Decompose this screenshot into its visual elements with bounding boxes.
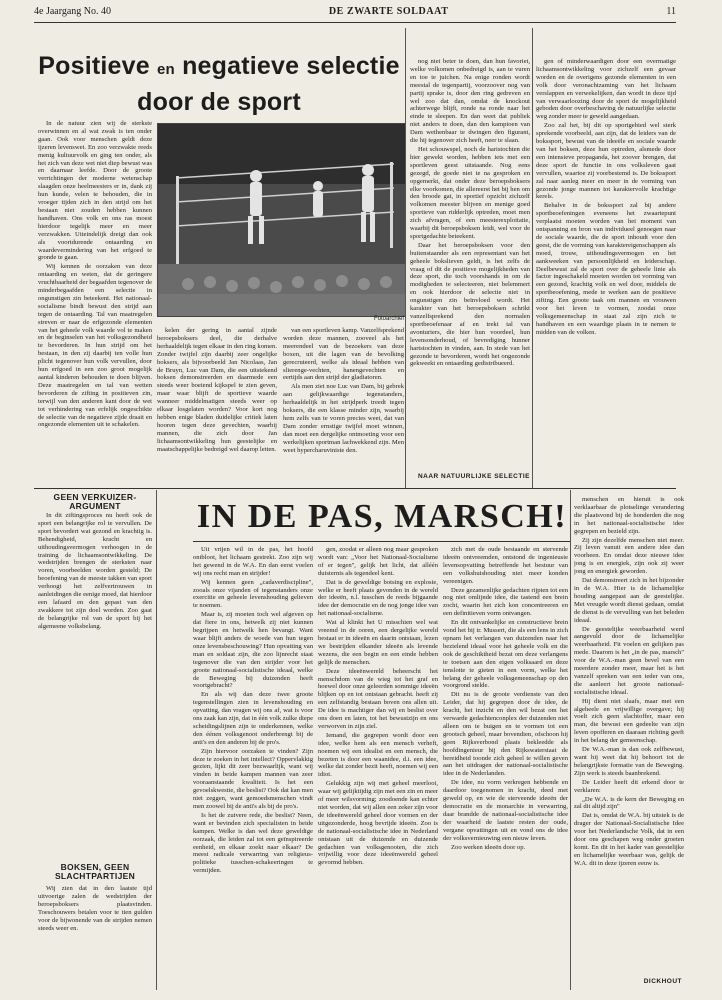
paragraph: „De W.A. is de kern der Beweging en zal dit altijd zijn" bbox=[574, 795, 684, 811]
column-divider bbox=[156, 490, 157, 990]
section-rule bbox=[34, 488, 676, 489]
paragraph: Zoo zal het, bij dit op sportgebied wel sterk sprekende voorbeeld, aan zijn, dat de leiders van de bokssport, bewust van de ideeële en sociale waarde van het boksen, deze hun optreden, alsmede door een intensieve propaganda, het zoover brengen, dat deze sport de functie in ons volksleven gaat vervullen, waartoe zij voorbestemd is. De bokssport zal naar aanleg meer en meer in de vorming van gezonde jonge mannen tot karaktervolle krachtige kerels. bbox=[536, 122, 676, 201]
paragraph: Deze gezamenlijke gedachten rijpten tot een nog niet omlijnde idee, die tastend een brein zocht, waarin het zich kon concentreeren en een definitieven vorm ontvangen. bbox=[443, 586, 568, 618]
header-rule bbox=[34, 22, 676, 23]
article2-column-4 bbox=[443, 546, 568, 986]
article1-headline: Positieve en negatieve selectie door de sport bbox=[38, 52, 400, 116]
article1-column-5 bbox=[536, 58, 676, 485]
paragraph: Gelukkig zijn wij met geheel meerlooi, waar wij gelijktijdig zijn met een zin en meer of meer wilsvorming; zoodoende kan echter niet worden, dat wij allen een zeker zijn voor de ideeënwereld geheel door vormen en der uitgezonderde, hoog bevrijde ideeën. Zoo is de nationaal-socialistische idee in Nederland ontstaan uit de duizende en duizende gedachten van volksgenooten, die zich vrijwillig voor deze ideeënwereld geheel gevormd hebben. bbox=[318, 780, 438, 867]
article2-author: DICKHOUT bbox=[643, 978, 682, 985]
paragraph: Wat al klinkt het U misschien wel wat vreemd in de ooren, een dergelijke wereld bestaat er in ideeën en daarin ontstaan, lezen we bestrijden elkander ideeën als levende wezens, die een begin en een einde hebben gelijk de menschen. bbox=[318, 619, 438, 666]
paragraph: Dat is de geweldige botsing en explosie, welke er heeft plaats gevonden in de wereld der ideeën, n.l. tusschen de reeds bijgaande idee der democratie en de nog jonge idee van het nationaal-socialisme. bbox=[318, 578, 438, 618]
paragraph: Zijn hiervoor oorzaken te vinden? Zijn deze te zoeken in het intellect? Oppervlakkig gezien, lijkt dit zeer bezwaarlijk, want wij vinden in beide kampen mannen van zeer vooraanstaande kwaliteit. Is het een gevoelskwestie, die beslist? Ook dat kan men niet zeggen, want gemoedsmenschen vindt men zoowel bij de anti's als bij de pro's. bbox=[193, 747, 313, 810]
article1-byline: NAAR NATUURLIJKE SELECTIE bbox=[417, 473, 530, 480]
boxing-photo bbox=[157, 123, 406, 317]
paragraph: Uit vrijen wil in de pas, het hoofd ontbloot, het lichaam gestrekt. Zoo zijn wij het gewend in de W.A. En dan eerst voelen wij ons recht man en strijder! bbox=[193, 546, 313, 577]
column-divider bbox=[570, 490, 571, 990]
article1-column-3 bbox=[283, 327, 404, 485]
column-divider bbox=[532, 28, 533, 488]
paragraph: En als wij dan deze twee groote tegenstellingen zien in levenshouding en opvatting, dan vragen wij ons af, wat is voor ons zaak kan zijn, dat in één volk zulke diepe scheidingslijnen zijn te onderkennen, welke den éénen volksgenoot onderbrengt bij de anti's en den anderen bij de pro's. bbox=[193, 691, 313, 746]
paragraph: Deze ideeënwereld beheerscht het menschdom van de wieg tot het graf en hoewel door onze geleerden sommige ideeën blijken op en tot ontstaan gebracht. heeft zij een zelfstandig bestaan boven ons allen uit. De idee is machtiger dan wij en beslist over ons doen en laten, tot het bewustzijn en ons verworven in zijn ziel. bbox=[318, 667, 438, 730]
column-subheading: BOKSEN, GEEN SLACHTPARTIJEN bbox=[54, 862, 136, 881]
paragraph: Als men ziet noe Luc van Dam, bij gebrek aan gelijkwaardige tegenstanders, herhaaldelijk in het strijdperk treedt tegen boksers, die een klasse minder zijn, waarbij hem zelfs van te voren precies weet, dat van Dam zonder ernstige twijfel moet winnen, dan moet een dergelijke ontmoeting voor een werkelijken sportman lachwekkend zijn. Men weet hypercharuviniste den. bbox=[283, 383, 404, 454]
paragraph: De idee, nu vorm verkregen hebbende en daardoor toegenomen in kracht, deed met geweld op, en wie de sterveende ideeën der democratie en de monarchie in verwarring, daar brandde de nationaal-socialistische idee der waarheid de laatste resten der oude, vergane opvattingen uit en vond ons de idee der volksvernieuwing een nieuw leven. bbox=[443, 779, 568, 842]
article2-column-5 bbox=[574, 496, 684, 971]
paragraph: Dit nu is de groote verdienste van den Leider, dat hij gegrepen door de idee, de kracht, het inzicht en den wil bezat om het verwarde gedachtenconplex der duizenden niet alleen om te buigen en te vormen tot een grootsch geheel, maar bovendien, ofschoon hij geen Rijksverbond plaats bekleedde als hoofdingenieur bij den Rijkswaterstaat de bereidheid toonde zich geheel te willen geven aan het uitdragen der nationaal-socialistische idee in de Nederlanden. bbox=[443, 691, 568, 778]
paragraph: En dit ontvankelijke en constructieve brein vond het bij ir. Mussert, die als een lens in zich opnam het verlangen van duizenden naar het bezielend ideaal voor het geheele volk en die ook de geschiktheid bezat om deze verlangens te toetsen aan den eigen volksaard en deze tenslotte te gieten in een vorm, welke het belang der geheele volksgemeenschap op den voorgrond stelde. bbox=[443, 619, 568, 690]
paragraph: menschen en hieruit is ook verklaarbaar de plotselinge verandering die plaatsvond bij de honderden die nog in het nationaal-socialistische idee gegrepen en bezield zijn. bbox=[574, 496, 684, 535]
paragraph: gen, zoodat er alleen nog maar gesproken wordt van: „Voor het Nationaal-Socialisme of er tegen", gelijk het licht, dat alléén duisternis als tegendeel kent. bbox=[318, 546, 438, 577]
article2-headline: IN DE PAS, MARSCH! bbox=[196, 498, 568, 535]
side-subheading: GEEN VERKUIZER-ARGUMENT bbox=[53, 492, 137, 511]
paragraph: zich met de oude bestaande en stervende ideeën ontvreemden, ontstond de ingenieusie levensopvatting betreffende het bestuur van een volkshuishouding niet meer konden vereenigen. bbox=[443, 546, 568, 585]
issue-label: 4e Jaargang No. 40 bbox=[34, 6, 112, 17]
paragraph: De Leider heeft dit erkend door te verklaren: bbox=[574, 778, 684, 794]
article2-column-1 bbox=[38, 512, 152, 857]
paragraph: Is het de zuivere rede, die beslist? Neen, want er bevinden zich specialisten in beide kampen. Welke is dan wel deze geweldige oorzaak, die leiden zal tot een geïnspireerde eenheid, en elkaar zoekt naar elkaar? De meest radicale verwarring van religieus-politieke tusschen-schakeeringen te vermijden. bbox=[193, 811, 313, 875]
page-header bbox=[34, 6, 676, 20]
paragraph: Wij zien dat in den laatste tijd uitvoerige zalen de wedstrijden der beroepsboksers plaatsvinden. Toeschouwers betalen voor te tien gulden voor de bijwonende van de strijden nemen steeds weer en. bbox=[38, 885, 152, 932]
publication-title: DE ZWARTE SOLDAAT bbox=[328, 6, 449, 17]
article1-column-2 bbox=[157, 327, 277, 485]
paragraph: Wij kennen geen „cadaverdiscipline", zooals onze vijanden of tegenstanders onze exercitie en geheele levenshouding gelieven te noemen. bbox=[193, 578, 313, 610]
paragraph: Hij dient niet slaafs, maar met een algeheele en vrijwillige overgave; hij voelt zich geen slachtoffer, maar een man, die bewust een gedeelte van zijn leven opofferen en daaraan richting geeft in het belang der gemeenschap. bbox=[574, 697, 684, 745]
paragraph: Iemand, die gegrepen wordt door een idee, welke hem als een mensch verheft, noemen wij een idealist en een mensch, die bezeten is door een waanidee, d.i. een idee, welke dat zonder bezit heeft, noemen wij een idiot. bbox=[318, 731, 438, 779]
paragraph: Het schouwspel, noch de haristochten die hier gewekt worden, hebben iets met een sportleven geest uitstaande. Nog eens gezegd, de goede niet te na gesproken en opgemerkt, dat onder deze beroepsboksers elke voorkomen, die allereerst het bij hen om den broode gat, in sportief opzicht zichzelf volkomen meester blijven en menige goed sportieve van ridderlijk optreden, moet men zich afvragen, of een meesterexploitatie, waarbij dit beroepsboksen leidt, wel voor de sportgedachte beteekent. bbox=[410, 145, 530, 240]
paragraph: Maar is, zij moeten toch wel afgeven op dat fiere in ons, hetwelk zij niet kunnen begrijpen en hetwelk hen bevangt. Want waar blijft anders de woede van hun tegen onze levensbeschouwing? Hun opvatting van man en soldaat zijn, die zoo lijnrecht staat tegenover die van den strijder voor het groote nationaal-socialistische ideaal, welke de Beweging bij duizenden heeft voortgebracht? bbox=[193, 611, 313, 690]
paragraph: De geestelijke weerbaarheid werd aangevuld door de lichamelijke weerbaarheid. Fit voelen en gelijken pas mede. Daarom is het „in de pas, marsch" voor de W.A.-man geen bevel van een meerdere zonder meer, maar het is het vanzelf spreken van een ieder van ons, die aanleert het groote nationaal-socialistische ideaal. bbox=[574, 625, 684, 696]
paragraph: In dit ziftingsproces nu heeft ook de sport een belangrijke rol te vervullen. De sport bevordert wat gezond en krachtig is. Behendigheid, kracht en uithoudingsvermogen verhoogen in de training de lichaamsontwikkeling. De wedstrijden brengen de sterksten naar voren, voorbeelden worden gesteld; De beoefening van de meeste takken van sport verhoogt het zelfvertrouwen in aanleidingen die eenige moed, dat hierdoor een lafaard en den gepast van den zwakkere tot zijn doel worden. Zoo gaat de belangrijke rol van de sport bij het algemeene volksbelang. bbox=[38, 512, 152, 630]
paragraph: kelen der gering in aantal zijnde beroepsboksers deel, die derhalve herhaaldelijk tegen elkaar in den ring komen. Zonder twijfel zijn daarbij zeer ongelijke boksers, als bijvoorbeeld Jan Nicolaas, Jan de Bruyn, Luc van Dam, die een uitstekend boksen demonstreerden en daarmede een steeds weer boeiend kijkspel te zien geven, maar waar blijft de sportieve waarde wanneer middelmatigen steeds weer op elkaar losgelaten worden? Voor kort nog hebben enige bladen duidelijke critiek laten hooren tegen deze gevechten, waarbij mannen, die zich door Jan lichaamsontwikkeling hun geestelijke en maatschappelijke bedreigd wel daarop letten. bbox=[157, 327, 277, 453]
column-divider bbox=[405, 28, 406, 488]
article1-column-4 bbox=[410, 58, 530, 468]
paragraph: Dat is, omdat de W.A. bij uitstek is de drager der Nationaal-Socialistische Idee voor het Nederlandsche Volk, dat in een door ons geschapen weg onder groeten komt. En dit in het kader van geestelijke en lichamelijke weerbaar was, gelijk de W.A. dit in deze ijzeren eeuw is. bbox=[574, 812, 684, 867]
paragraph: Wij kennen de oorzaken van deze ontaarding en weten, dat de geringere vruchtbaarheid der begaafden tegenover de minderbegaafden een selectie in ongunstigen zin beteekent. Het nationaal-socialisme bindt bewust den strijd aan tegen de ontaarding. Tal van maatregelen streven er naar de erfgezonde elementen van het geheele volk waarde vol te maken en de beginselen van het volksgezondheid te bevorderen. In hun strijd om het bestaan, in den zij daarbij ten volle hun plicht tegenover hun volk vervullen, door hun erfgoed in een zoo groot mogelijk aantal kinderen behouden te doen blijven. Deze maatregelen en tal van wetten bevorderen de zifting in positieven zin, terwijl van den anderen kant door de wet tot verhindering van erfelijk ongeschikte de selectie van de negatieve zijde draait en ongezonde elementen uit te schakelen. bbox=[38, 263, 152, 429]
paragraph: In de natuur zien wij de sterkste overwinnen en al wat zwak is ten onder gaan. Ook voor menschen geldt deze ijzeren levenswet. En zoo verzwakte reeds menig kultuurvolk en ging ten onder, als het zich van deze wet niet diep bewust was en daarnaar leefde. Door de groote verrichtingen der moderne wetenschap slaagden onze heelmeesters er in, dank zij hun kunde, velen te behouden, die in vroeger tijden zich in den strijd om het bestaan niet zouden hebben kunnen handhaven. Ons volk en ons ras moest hierdoor tegelijk meer en meer verzwakken. Uiteindelijk dreigt dan ook als voortdurende ontaarding en waardevermindering van het erfgoed te gronde te gaan. bbox=[38, 120, 152, 262]
paragraph: van een sportleven kamp. Vanzelfsprekend worden deze mannen, zooveel als het meerendeel van de bezoekers van deze boxen, uit die lagen van de bevolking gerecruteerd, welke als ideaal hebben van slierenge-vechten, hanengevechten en eertijds aan den strijd der gladiatoren. bbox=[283, 327, 404, 382]
page-number: 11 bbox=[666, 6, 676, 17]
paragraph: Dat demonstreert zich in het bijzonder in de W.A. Hier is de lichamelijke houding aangepast aan de geestelijke. Met vreugde wordt dienst gedaan, omdat de dienst is de vervulling van het beleden ideaal. bbox=[574, 577, 684, 624]
article2-column-3 bbox=[318, 546, 438, 986]
paragraph: Daar het beroepsboksen voor den buitenstaander als een representant van het geheele bokslieven geldt, is het zelfs de vraag of dit de positieve mogelijkheden van deze sport, die toch voorshands in om de modigheden te selecteeren, niet belemmert en ook hierdoor de selectie niet in ongunstigen zin beïnvloed wordt. Het karakter van het beroepsboksen schrikt vanzelfsprekend den normalen sportbeoefenaar af en trekt tal van avonturiers, die hier hun voordeel, hun levensonderhoud, of bevrediging hunner hartstochten in vinden, aan. In stede van het gezonde te bevorderen, wordt het ongezonde gekweekt en ontaarding gedistribueerd. bbox=[410, 241, 530, 368]
photo-credit: Fotoarchief bbox=[373, 316, 404, 322]
paragraph: Zij zijn dezelfde menschen niet meer. Zij leven vanuit een andere idee dan voorheen. En omdat deze nieuwe idee jong is en energiek, zijn ook zij weer jong en energiek geworden. bbox=[574, 536, 684, 576]
article2-column-1b bbox=[38, 885, 152, 985]
article2-column-2 bbox=[193, 546, 313, 986]
paragraph: Zoo werken ideeën door op. bbox=[451, 843, 526, 851]
headline-rule bbox=[193, 541, 571, 542]
article1-column-1 bbox=[38, 120, 152, 485]
paragraph: gen of minderwaardigen door een overmatige lichaamsontwikkeling voor zichzelf een gevaar worden en de overigens gezonde elementen in een volk door veronachtzaming van het lichaam verslappen en verwekelijken, dan wordt in deze tijd van verwaarloozing door de sport de mogelijkheid geboden door overbeschaving de natuurlijke selectie weg zonder meer te geweld aangedaan. bbox=[536, 58, 676, 121]
paragraph: Behalve in de bokssport zal bij andere sportbeoefeningen eveneens het zwaartepunt verplaatst moeten worden van het moment van ontspanning en bron van individueel genoegen naar de sociale waarde, die de sport inhoudt voor den geest, die de vorming van karaktereigenschappen als moed, trouw, uithoudingsvermogen en het aankweeken van persoonlijkheid en leiderschap. Deelbewust zal de sport over de geheele linie als factor ingeschakeld moeten worden tot vorming van een gezond, krachtig volk en wel door, middels de sportbeoefening, mede te werken aan de positieve zifting. Een groote taak om mannen en vrouwen voor het leven te vormen, zoodat onze volksgemeenschap in staat zal zijn zich te handhaven en een waardige plaats in te nemen te midden van de volken. bbox=[536, 202, 676, 336]
paragraph: nog niet beter te doen, dan hun favoriet, welke volkomen onbedreigd is, aan te vuren en toe te juichen. Na enige ronden wordt meestal de tegenpartij, voorzoover nog van partij sprake is, door den ring gedreven en wel zoo dat dan, omdat de knockout achterwege blijft, ronde na ronde naar het einde te sleepen. En dan weet dat publiek niet anders te doen, dan den kampioen van Dam wethenbaar te dwingen den figurant, die hij tegenover zich heeft, neer te slaan. bbox=[410, 58, 530, 145]
paragraph: De W.A.-man is dan ook zelfbewust, want hij weet dat hij behoort tot de belangrijkste formatie van de Beweging. Zijn werk is steeds baanbrekend. bbox=[574, 746, 684, 777]
